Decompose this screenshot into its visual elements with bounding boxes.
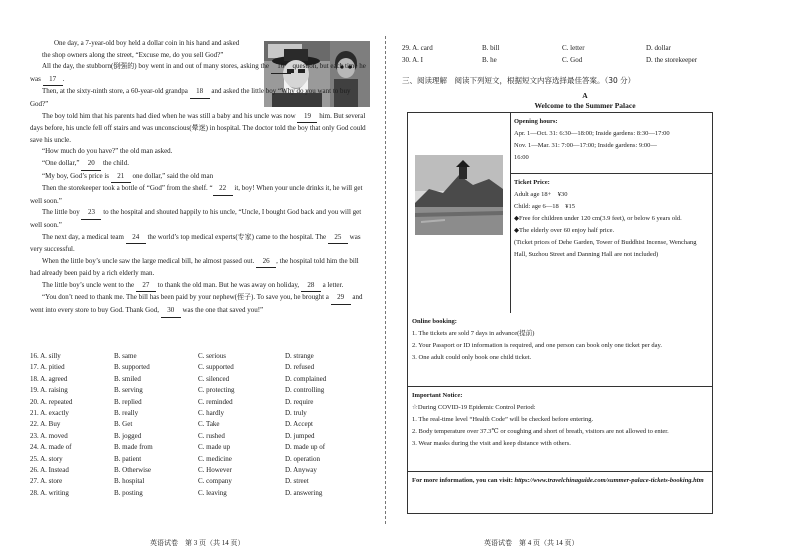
page-divider xyxy=(385,36,386,524)
option-choice[interactable]: B. bill xyxy=(482,44,500,52)
option-choice[interactable]: 23. A. moved xyxy=(30,431,68,440)
ticket-price-cell xyxy=(510,174,712,313)
option-choice[interactable]: C. God xyxy=(562,56,583,64)
option-row xyxy=(402,42,768,54)
blank-28[interactable]: 28 xyxy=(301,280,321,293)
important-notice-item-2: 2. Body temperature over 37.3℃ or coughing and short of breath, visitors are not allowed to enter. xyxy=(412,428,669,435)
option-choice[interactable]: B. made from xyxy=(114,443,153,452)
paragraph-1: One day, a 7-year-old boy held a dollar coin in his hand and asked the shop owners along the street, “Excuse me, do you sell God?” xyxy=(42,39,240,59)
option-row xyxy=(30,385,370,396)
paragraph-2: All the day, the stubborn(倒强的) boy went in and out of many stores, asking the 16 question, but each time he was 17 . xyxy=(30,61,370,86)
ticket-price-note: (Ticket prices of Dehe Garden, Tower of Buddhist Incense, Wenchang Hall, Suzhou Street and Danning Hall are not included) xyxy=(514,239,697,258)
option-choice[interactable]: 17. A. pitied xyxy=(30,363,65,372)
important-notice-cell xyxy=(408,387,712,472)
option-choice[interactable]: B. jogged xyxy=(114,431,142,440)
paragraph-13: “You don’t need to thank me. The bill has been paid by your nephew(侄子). To save you, he brought a 29 and went into every store to buy God. Thank God, 30 was the one that saved you!” xyxy=(30,292,370,317)
option-row xyxy=(30,431,370,442)
option-choice[interactable]: B. supported xyxy=(114,363,150,372)
option-choice[interactable]: B. really xyxy=(114,409,139,418)
important-notice-intro: ☆During COVID-19 Epidemic Control Period: xyxy=(412,404,536,411)
option-choice[interactable]: C. made up xyxy=(198,443,231,452)
option-choice[interactable]: 29. A. card xyxy=(402,44,433,52)
passage-letter: A xyxy=(582,91,588,100)
paragraph-10: The next day, a medical team 24 the world’s top medical experts(专家) came to the hospital. The 25 was very successful. xyxy=(30,232,361,254)
summer-palace-image-cell xyxy=(408,113,511,313)
blank-25[interactable]: 25 xyxy=(328,232,348,245)
ticket-price-heading: Ticket Price: xyxy=(514,179,550,186)
paragraph-12: The little boy’s uncle went to the 27 to thank the old man. But he was away on holiday, 28 a letter. xyxy=(30,280,370,293)
paragraph-4: The boy told him that his parents had died when he was still a baby and his uncle was now 19 him. But several days before, his uncle fell off stairs and was unconscious(晕迷) in hospital. The doctor told the boy that only God could save his uncle. xyxy=(30,111,366,144)
option-choice[interactable]: 25. A. story xyxy=(30,454,63,463)
option-choice[interactable]: 26. A. Instead xyxy=(30,466,69,475)
option-choice[interactable]: 27. A. store xyxy=(30,477,63,486)
page-footer-4: 英语试卷 第 4 页（共 14 页） xyxy=(484,539,579,547)
option-choice[interactable]: 30. A. I xyxy=(402,56,423,64)
blank-16[interactable]: 16 xyxy=(271,61,291,74)
option-choice[interactable]: B. posting xyxy=(114,488,143,497)
section-heading: 三、阅读理解 阅读下列短文，根据短文内容选择最佳答案。（30 分） xyxy=(402,76,636,85)
option-row xyxy=(30,362,370,373)
option-row xyxy=(30,351,370,362)
option-choice[interactable]: D. controlling xyxy=(285,386,325,395)
opening-hours-line-2: Nov. 1—Mar. 31: 7:00—17:00; Inside gardens: 9:00— xyxy=(514,142,657,149)
blank-18[interactable]: 18 xyxy=(190,86,210,99)
blank-21[interactable]: 21 xyxy=(111,171,131,184)
option-row xyxy=(30,454,370,465)
blank-19[interactable]: 19 xyxy=(297,111,317,124)
paragraph-5: “How much do you have?” the old man asked. xyxy=(42,147,173,156)
cloze-passage xyxy=(30,38,370,318)
important-notice-item-3: 3. Wear masks during the visit and keep distance with others. xyxy=(412,440,571,447)
option-choice[interactable]: C. leaving xyxy=(198,488,227,497)
blank-22[interactable]: 22 xyxy=(213,183,233,196)
paragraph-8: Then the storekeeper took a bottle of “God” from the shelf. “ 22 it, boy! When your uncle drinks it, he will get well soon.” xyxy=(30,184,363,205)
option-choice[interactable]: 18. A. agreed xyxy=(30,374,68,383)
option-choice[interactable]: C. company xyxy=(198,477,232,486)
online-booking-item-3: 3. One adult could only book one child ticket. xyxy=(412,354,532,361)
option-choice[interactable]: D. jumped xyxy=(285,431,315,440)
option-row xyxy=(30,374,370,385)
option-choice[interactable]: 21. A. exactly xyxy=(30,409,69,418)
online-booking-heading: Online booking: xyxy=(412,318,457,325)
blank-24[interactable]: 24 xyxy=(126,232,146,245)
summer-palace-picture xyxy=(415,155,503,235)
opening-hours-line-3: 16:00 xyxy=(514,154,529,161)
more-info-cell xyxy=(408,472,712,513)
option-choice[interactable]: 24. A. made of xyxy=(30,443,72,452)
option-choice[interactable]: C. hardly xyxy=(198,409,225,418)
paragraph-9: The little boy 23 to the hospital and shouted happily to his uncle, “Uncle, I bought God back and you will get well soon.” xyxy=(30,208,362,229)
option-choice[interactable]: D. operation xyxy=(285,454,320,463)
blank-23[interactable]: 23 xyxy=(81,207,101,220)
passage-title: Welcome to the Summer Palace xyxy=(534,101,636,110)
option-choice[interactable]: D. refused xyxy=(285,363,315,372)
option-choice[interactable]: D. dollar xyxy=(646,44,671,52)
option-choice[interactable]: D. street xyxy=(285,477,309,486)
option-choice[interactable]: D. made up of xyxy=(285,443,326,452)
option-choice[interactable]: C. letter xyxy=(562,44,585,52)
option-row xyxy=(30,465,370,476)
paragraph-6: “One dollar,” 20 the child. xyxy=(30,158,370,171)
option-choice[interactable]: B. he xyxy=(482,56,497,64)
option-choice[interactable]: C. serious xyxy=(198,352,226,360)
option-choice[interactable]: C. rushed xyxy=(198,431,225,440)
option-row xyxy=(30,408,370,419)
important-notice-item-1: 1. The real-time level “Health Code” will be checked before entering. xyxy=(412,416,594,423)
ticket-price-child: Child: age 6—18 ¥15 xyxy=(514,203,576,210)
more-info-label: For more information, you can visit: xyxy=(412,477,513,484)
opening-hours-cell xyxy=(510,113,712,174)
option-row xyxy=(30,397,370,408)
option-row xyxy=(30,419,370,430)
blank-20[interactable]: 20 xyxy=(81,158,101,171)
paragraph-3: Then, at the sixty-ninth store, a 60-year-old grandpa 18 and asked the little boy “Why do you want to buy God?” xyxy=(30,87,351,108)
option-choice[interactable]: D. truly xyxy=(285,409,307,418)
answer-options-29-30 xyxy=(402,42,768,66)
option-choice[interactable]: 22. A. Buy xyxy=(30,420,61,429)
ticket-price-elderly: ◆The elderly over 60 enjoy half price. xyxy=(514,227,615,234)
right-page xyxy=(402,0,768,560)
blank-27[interactable]: 27 xyxy=(136,280,156,293)
option-row xyxy=(30,442,370,453)
option-choice[interactable]: B. serving xyxy=(114,386,143,395)
online-booking-item-2: 2. Your Passport or ID information is required, and one person can book only one ticket per day. xyxy=(412,342,662,349)
option-row xyxy=(402,54,768,66)
option-choice[interactable]: B. hospital xyxy=(114,477,145,486)
page-footer-3: 英语试卷 第 3 页（共 14 页） xyxy=(150,539,245,547)
answer-options-16-28 xyxy=(30,351,370,499)
option-choice[interactable]: B. patient xyxy=(114,454,142,463)
blank-29[interactable]: 29 xyxy=(331,292,351,305)
option-choice[interactable]: D. require xyxy=(285,397,314,406)
option-choice[interactable]: 28. A. writing xyxy=(30,488,69,497)
option-choice[interactable]: C. However xyxy=(198,466,232,475)
paragraph-11: When the little boy’s uncle saw the large medical bill, he almost passed out. 26 , the hospital told him the bill had already been paid by a rich elderly man. xyxy=(30,256,359,278)
paragraph-7: “My boy, God’s price is 21 one dollar,” said the old man xyxy=(30,171,370,184)
option-choice[interactable]: C. reminded xyxy=(198,397,233,406)
option-choice[interactable]: C. medicine xyxy=(198,454,232,463)
opening-hours-line-1: Apr. 1—Oct. 31: 6:30—18:00; Inside gardens: 8:30—17:00 xyxy=(514,130,670,137)
summer-palace-notice xyxy=(407,112,713,514)
ticket-price-adult: Adult age 18+ ¥30 xyxy=(514,191,568,198)
option-choice[interactable]: B. Get xyxy=(114,420,133,429)
blank-30[interactable]: 30 xyxy=(161,305,181,318)
option-choice[interactable]: D. strange xyxy=(285,352,314,360)
option-choice[interactable]: 19. A. raising xyxy=(30,386,68,395)
option-choice[interactable]: D. Anyway xyxy=(285,466,317,475)
more-info-link[interactable]: https://www.travelchinaguide.com/summer-palace-tickets-booking.htm xyxy=(514,477,704,484)
option-row xyxy=(30,488,370,499)
important-notice-heading: Important Notice: xyxy=(412,392,463,399)
option-choice[interactable]: C. supported xyxy=(198,363,234,372)
opening-hours-heading: Opening hours: xyxy=(514,118,558,125)
option-choice[interactable]: C. protecting xyxy=(198,386,235,395)
option-choice[interactable]: D. answering xyxy=(285,488,323,497)
option-choice[interactable]: D. Accept xyxy=(285,420,313,429)
option-choice[interactable]: C. silenced xyxy=(198,374,230,383)
option-choice[interactable]: B. replied xyxy=(114,397,142,406)
option-choice[interactable]: 20. A. repeated xyxy=(30,397,73,406)
ticket-price-free: ◆Free for children under 120 cm(3.9 feet), or below 6 years old. xyxy=(514,215,682,222)
option-choice[interactable]: D. the storekeeper xyxy=(646,56,698,64)
option-row xyxy=(30,476,370,487)
blank-17[interactable]: 17 xyxy=(43,74,63,87)
option-choice[interactable]: 16. A. silly xyxy=(30,352,61,360)
blank-26[interactable]: 26 xyxy=(256,256,276,269)
online-booking-item-1: 1. The tickets are sold 7 days in advance(提前) xyxy=(412,330,535,337)
left-page xyxy=(30,0,370,560)
option-choice[interactable]: D. complained xyxy=(285,374,327,383)
online-booking-cell xyxy=(408,313,712,387)
option-choice[interactable]: C. Take xyxy=(198,420,220,429)
option-choice[interactable]: B. Otherwise xyxy=(114,466,151,475)
option-choice[interactable]: B. same xyxy=(114,352,137,360)
option-choice[interactable]: B. smiled xyxy=(114,374,141,383)
